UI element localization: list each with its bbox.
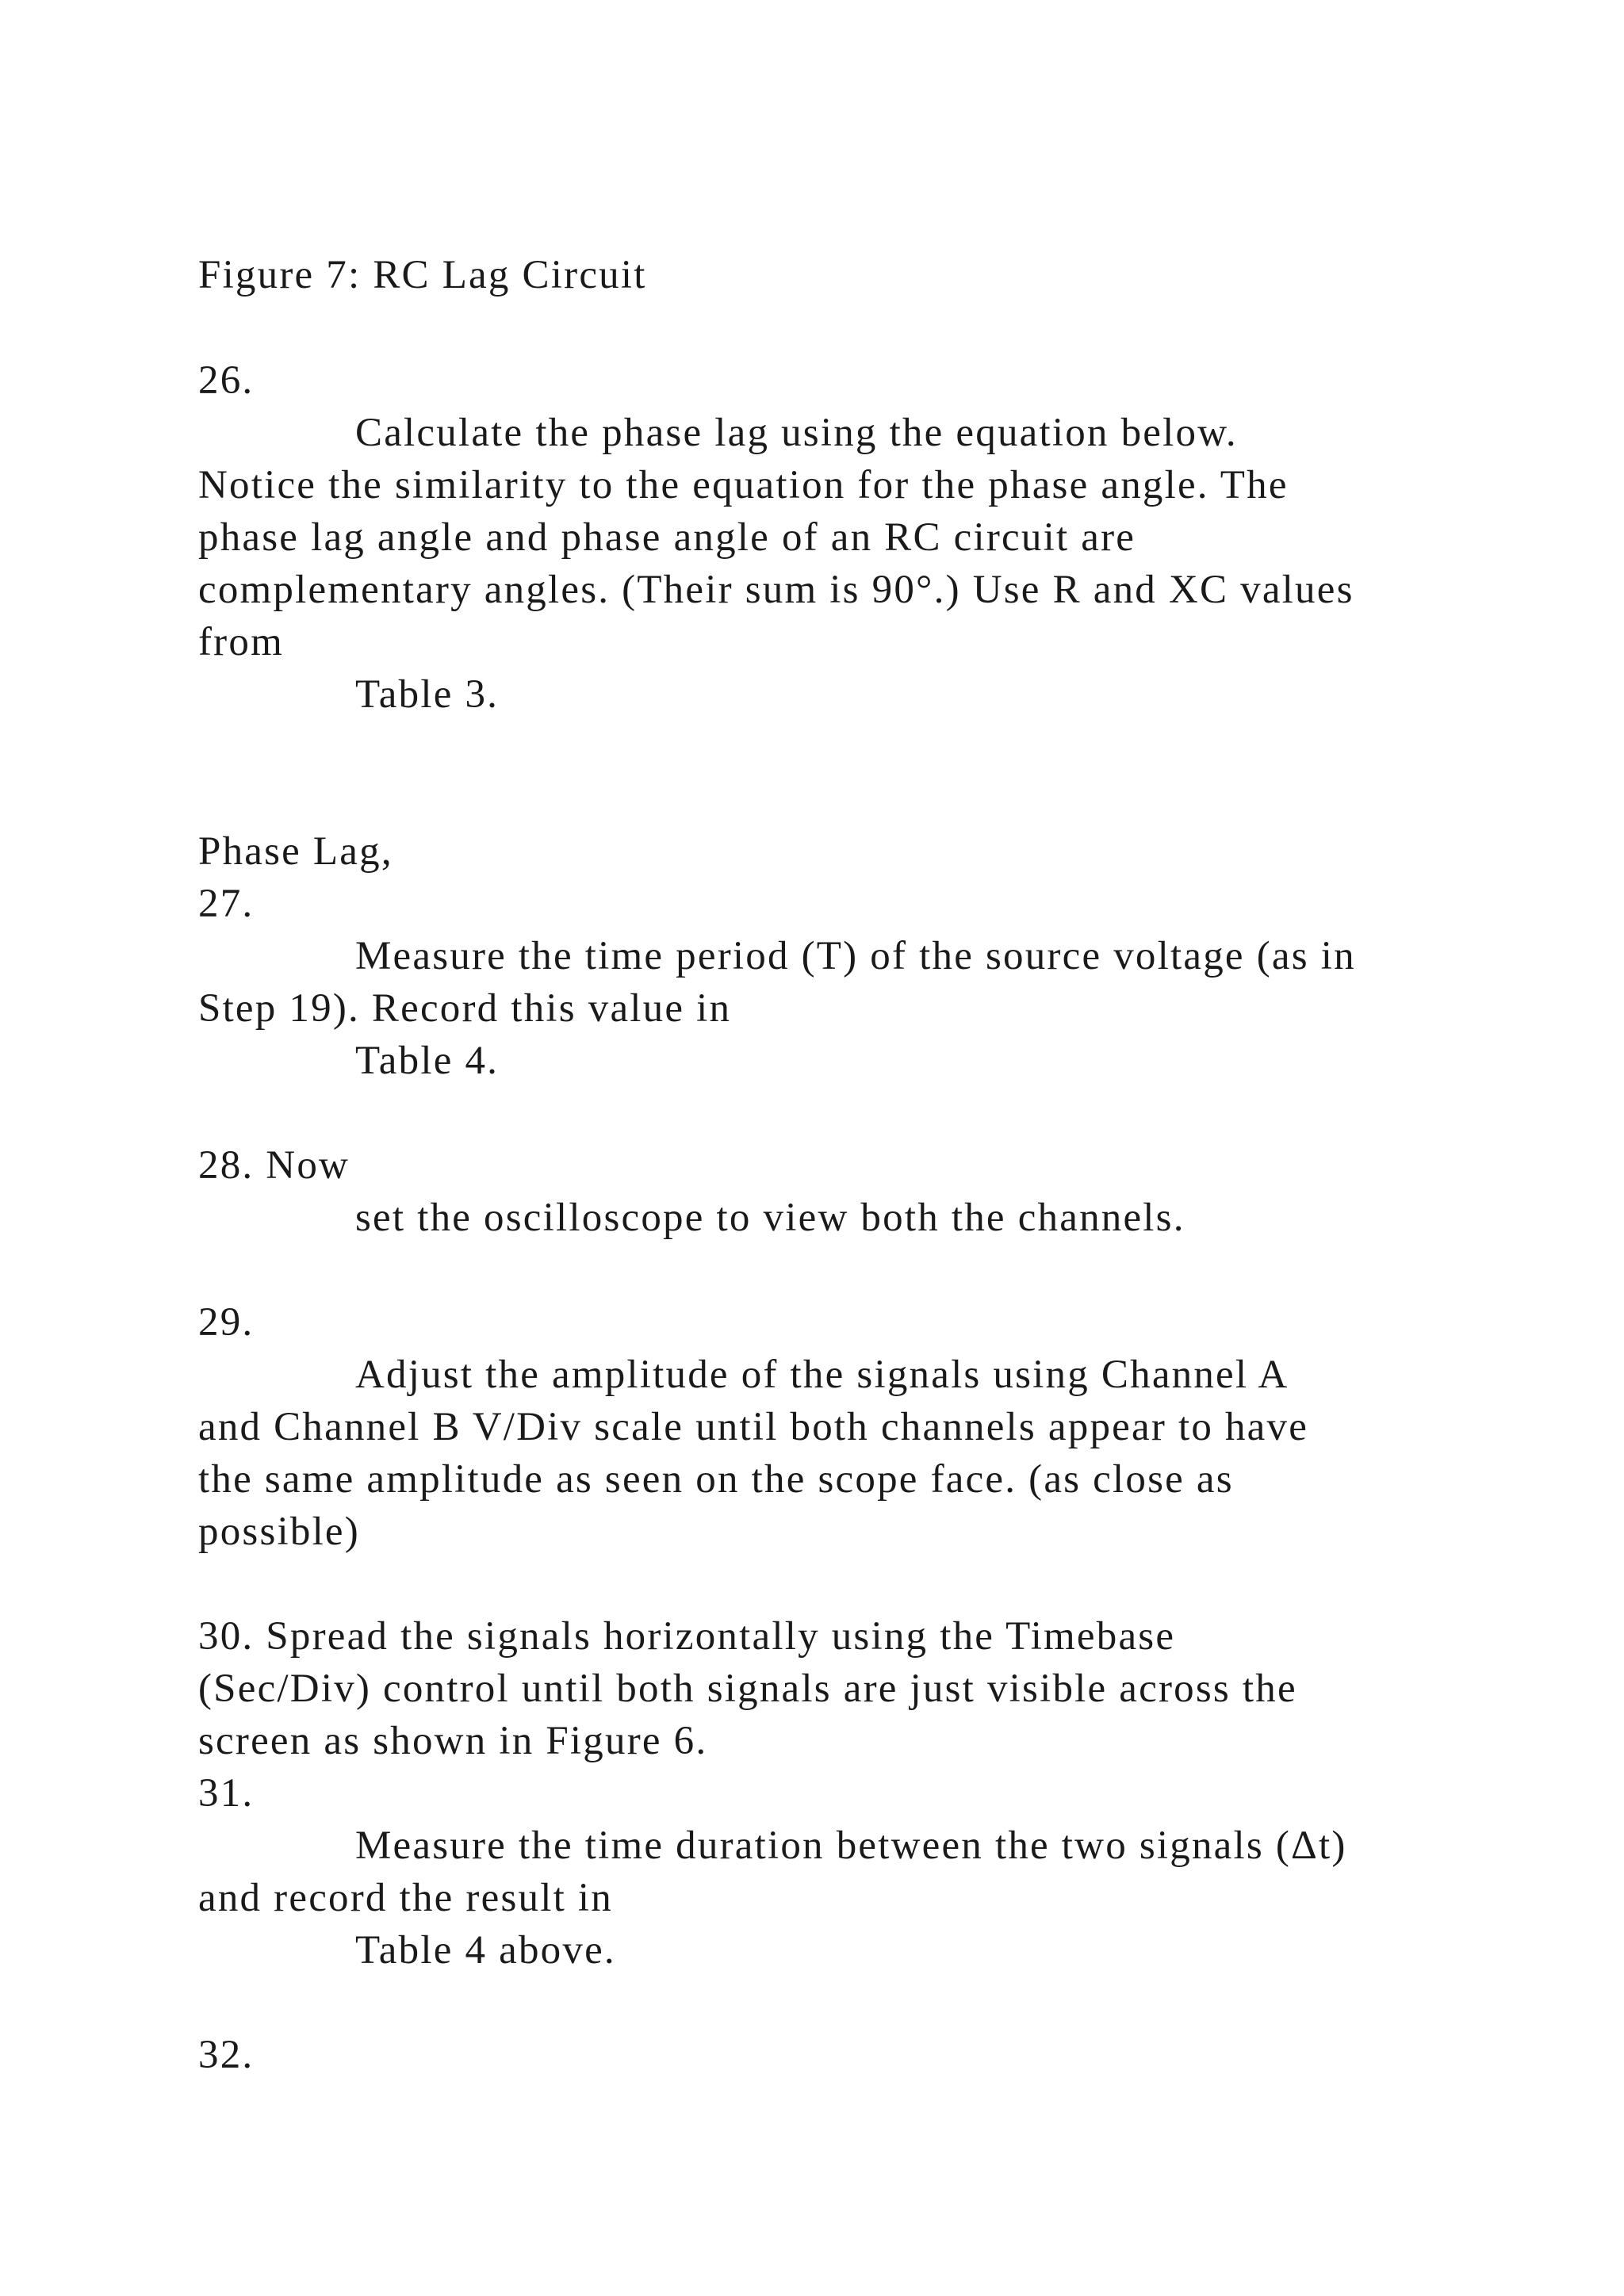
step-number-26: 26.	[198, 358, 255, 403]
step-30-text-line-3: screen as shown in Figure 6.	[198, 1719, 708, 1763]
figure-caption: Figure 7: RC Lag Circuit	[198, 253, 647, 297]
step-30-text-line-1: 30. Spread the signals horizontally using the Timebase	[198, 1614, 1176, 1659]
step-29-text-line-3: the same amplitude as seen on the scope face. (as close as	[198, 1457, 1234, 1502]
step-number-29: 29.	[198, 1300, 255, 1345]
step-26-text-line-2: Notice the similarity to the equation for the phase angle. The	[198, 463, 1289, 507]
step-26-text-line-5: from	[198, 620, 284, 664]
step-number-31: 31.	[198, 1771, 255, 1816]
step-29-text-line-4: possible)	[198, 1510, 360, 1554]
step-31-text-line-2: and record the result in	[198, 1876, 613, 1920]
phase-lag-label: Phase Lag,	[198, 829, 393, 874]
step-27-text-line-1: Measure the time period (T) of the source voltage (as in	[355, 934, 1356, 978]
step-29-text-line-1: Adjust the amplitude of the signals using Channel A	[355, 1353, 1289, 1397]
step-number-27: 27.	[198, 882, 255, 926]
step-26-text-line-4: complementary angles. (Their sum is 90°.) Use R and XC values	[198, 568, 1354, 612]
step-28-heading: 28. Now	[198, 1143, 350, 1188]
step-26-text-line-3: phase lag angle and phase angle of an RC circuit are	[198, 515, 1136, 560]
step-30-text-line-2: (Sec/Div) control until both signals are just visible across the	[198, 1667, 1297, 1711]
step-28-text: set the oscilloscope to view both the channels.	[355, 1196, 1185, 1240]
step-27-table-ref: Table 4.	[355, 1039, 500, 1083]
step-31-text-line-1: Measure the time duration between the two signals (Δt)	[355, 1823, 1347, 1868]
step-27-text-line-2: Step 19). Record this value in	[198, 986, 732, 1031]
step-29-text-line-2: and Channel B V/Div scale until both channels appear to have	[198, 1405, 1309, 1449]
step-26-text-line-1: Calculate the phase lag using the equation below.	[355, 411, 1238, 455]
step-31-table-ref: Table 4 above.	[355, 1928, 616, 1973]
step-26-table-ref: Table 3.	[355, 672, 500, 717]
step-number-32: 32.	[198, 2033, 255, 2077]
